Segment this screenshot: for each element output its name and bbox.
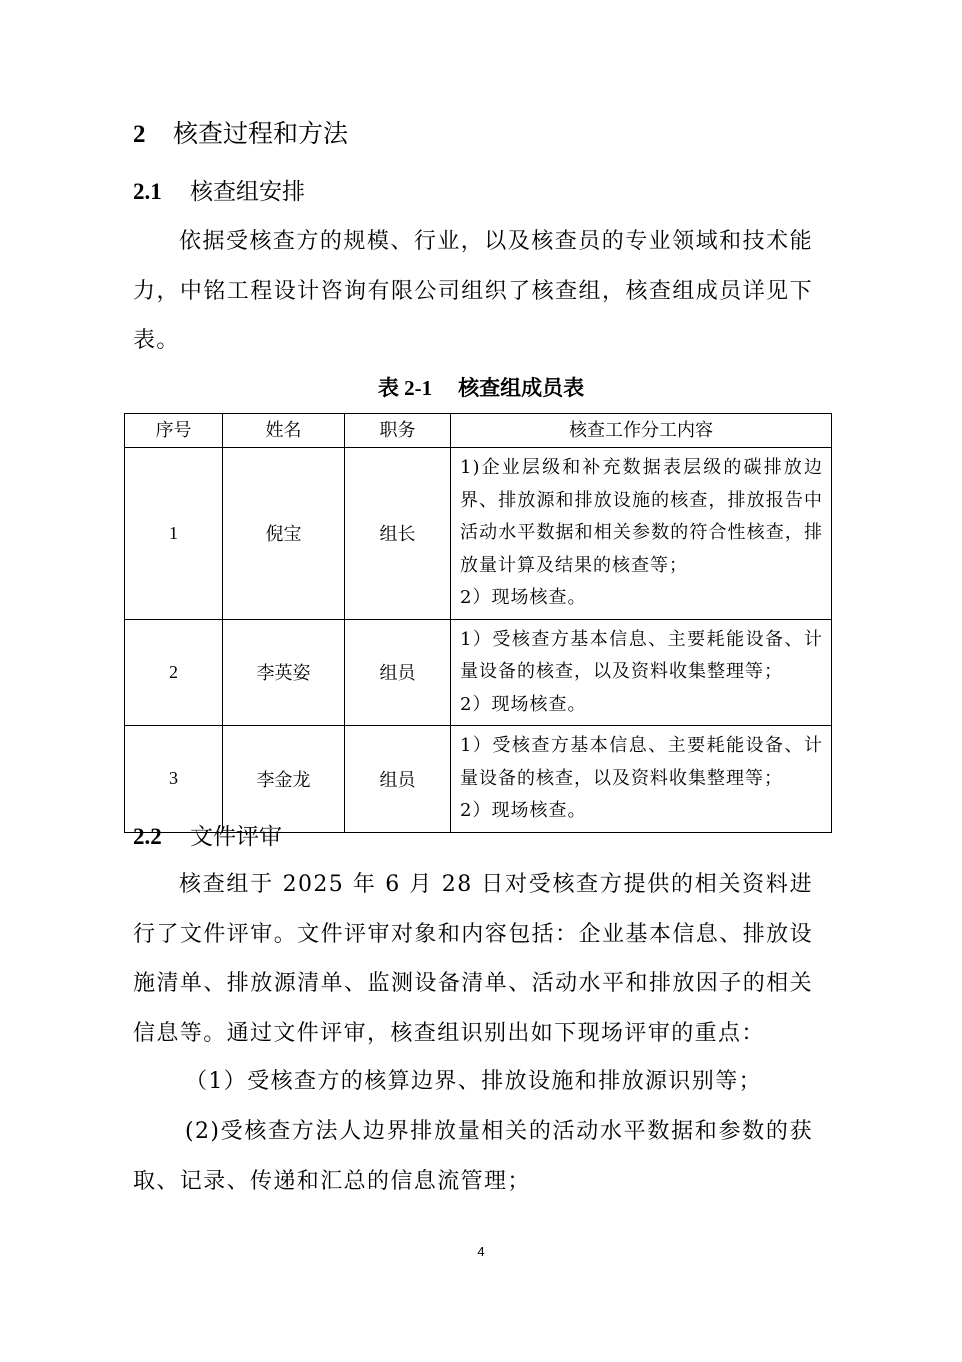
section-heading-2-1 — [133, 175, 305, 209]
page-number: 4 — [477, 1244, 485, 1259]
duty-item: 1）受核查方基本信息、主要耗能设备、计量设备的核查，以及资料收集整理等； — [460, 628, 823, 682]
cell-name: 李金龙 — [223, 726, 345, 833]
cell-role: 组员 — [345, 726, 451, 833]
cell-name: 李英姿 — [223, 619, 345, 726]
section-number: 2.1 — [133, 179, 162, 204]
cell-role: 组长 — [345, 448, 451, 620]
header-duties: 核查工作分工内容 — [451, 414, 832, 448]
section-number: 2.2 — [133, 824, 162, 849]
paragraph-document-review: 核查组于 2025 年 6 月 28 日对受核查方提供的相关资料进行了文件评审。文件评审对象和内容包括：企业基本信息、排放设施清单、排放源清单、监测设备清单、活动水平和排放因子的相关信息等。通过文件评审，核查组识别出如下现场评审的重点： — [133, 872, 813, 1046]
header-no: 序号 — [125, 414, 223, 448]
cell-duties — [451, 448, 832, 620]
duty-item: 1)企业层级和补充数据表层级的碳排放边界、排放源和排放设施的核查，排放报告中活动水平数据和相关参数的符合性核查，排放量计算及结果的核查等； — [460, 457, 823, 576]
section-heading-2-2 — [133, 820, 282, 854]
cell-role: 组员 — [345, 619, 451, 726]
table-header-row — [125, 414, 832, 448]
duty-item: 2）现场核查。 — [460, 693, 587, 715]
cell-no: 3 — [125, 726, 223, 833]
table-row — [125, 726, 832, 833]
header-role: 职务 — [345, 414, 451, 448]
cell-duties — [451, 726, 832, 833]
paragraph-team-arrangement: 依据受核查方的规模、行业，以及核查员的专业领域和技术能力，中铭工程设计咨询有限公司组织了核查组，核查组成员详见下表。 — [133, 229, 813, 353]
duty-item: 1）受核查方基本信息、主要耗能设备、计量设备的核查，以及资料收集整理等； — [460, 735, 823, 789]
section-title: 核查过程和方法 — [173, 119, 349, 148]
duty-item: 2）现场核查。 — [460, 800, 587, 821]
cell-duties — [451, 619, 832, 726]
section-title: 核查组安排 — [190, 179, 305, 205]
table-row — [125, 619, 832, 726]
table-caption-number: 表 2-1 — [377, 376, 433, 400]
table-caption — [0, 372, 962, 404]
header-name: 姓名 — [223, 414, 345, 448]
cell-name: 倪宝 — [223, 448, 345, 620]
section-title: 文件评审 — [190, 824, 282, 850]
section-heading-2 — [133, 116, 348, 153]
table-row — [125, 448, 832, 620]
duty-item: 2）现场核查。 — [460, 587, 587, 608]
cell-no: 1 — [125, 448, 223, 620]
section-number: 2 — [133, 121, 146, 148]
review-focus-item-2: (2)受核查方法人边界排放量相关的活动水平数据和参数的获取、记录、传递和汇总的信息流管理； — [133, 1119, 813, 1194]
review-focus-item-1: （1）受核查方的核算边界、排放设施和排放源识别等； — [185, 1069, 762, 1094]
team-members-table — [124, 413, 832, 833]
cell-no: 2 — [125, 619, 223, 726]
table-caption-title: 核查组成员表 — [458, 375, 585, 400]
